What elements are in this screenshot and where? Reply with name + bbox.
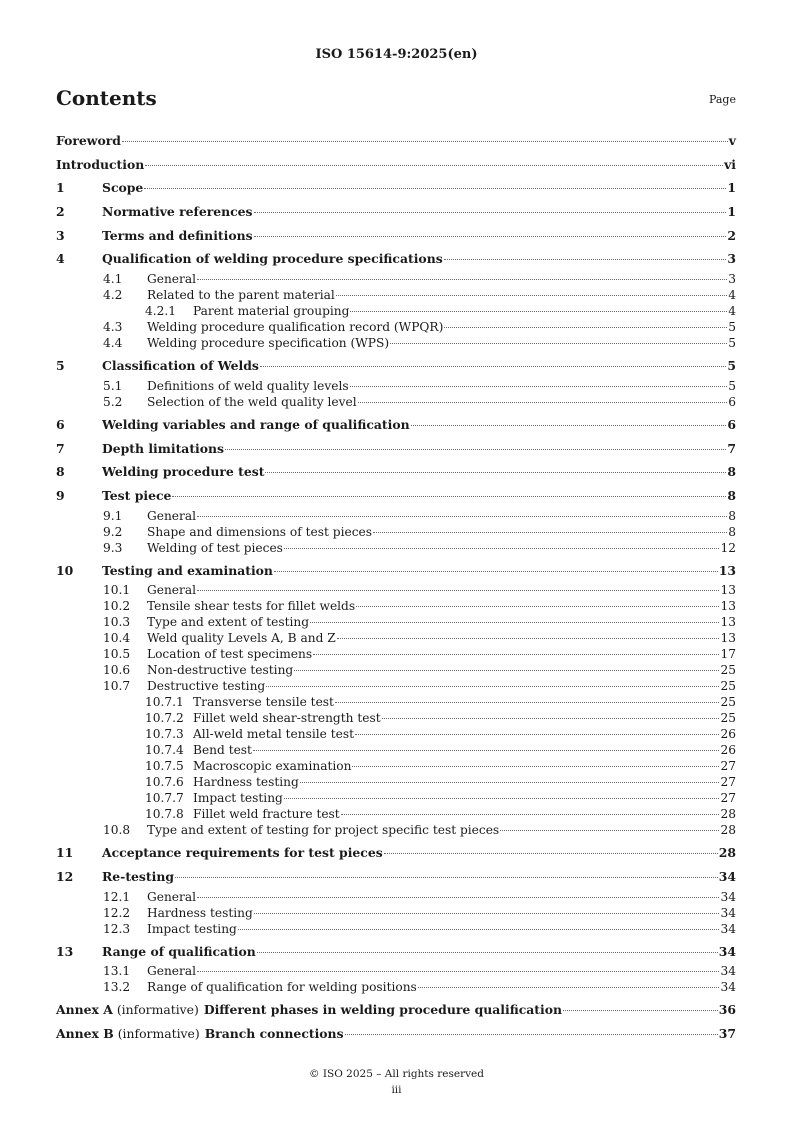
toc-section-number: 5.1 (103, 378, 123, 393)
toc-section-number: 10.4 (103, 631, 131, 646)
toc-section-title: Impact testing (193, 791, 283, 806)
toc-dot-leader (254, 236, 727, 237)
toc-dot-leader (382, 718, 720, 719)
toc-page-number: 34 (718, 943, 736, 959)
toc-entry[interactable] (56, 271, 736, 287)
toc-section-title: Destructive testing (147, 679, 266, 694)
toc-section-number: 13.1 (103, 964, 131, 979)
toc-page-number: 8 (727, 487, 736, 503)
toc-section-number: 9.2 (103, 524, 123, 539)
toc-section-title: Weld quality Levels A, B and Z (147, 631, 336, 646)
toc-dot-leader (144, 188, 726, 189)
toc-section-number: 4 (56, 251, 65, 267)
toc-dot-leader (335, 702, 720, 703)
toc-section-number: 10.2 (103, 599, 131, 614)
toc-section-title: Different phases in welding procedure qualification (203, 1002, 562, 1018)
toc-section-number: 9.3 (103, 540, 123, 555)
toc-dot-leader (266, 686, 719, 687)
toc-page-number: 13 (718, 562, 736, 578)
toc-dot-leader (356, 606, 719, 607)
toc-entry[interactable] (56, 614, 736, 630)
toc-page-number: 5 (728, 320, 736, 335)
toc-page-number: 12 (720, 540, 736, 555)
toc-section-title: Acceptance requirements for test pieces (102, 845, 383, 861)
toc-section-title: Scope (102, 180, 144, 196)
toc-dot-leader (300, 782, 720, 783)
toc-section-title: Macroscopic examination (193, 759, 352, 774)
toc-page-number: 36 (718, 1002, 736, 1018)
toc-page-number: 13 (720, 631, 736, 646)
toc-page-number: 25 (720, 663, 736, 678)
toc-entry[interactable] (56, 758, 736, 774)
toc-page-number: 8 (727, 464, 736, 480)
toc-section-number: 12.2 (103, 905, 131, 920)
toc-entry[interactable] (56, 224, 736, 248)
toc-page-number: 8 (728, 524, 736, 539)
toc-dot-leader (260, 366, 726, 367)
toc-entry[interactable] (56, 540, 736, 556)
toc-section-title: General (147, 272, 196, 287)
toc-section-number: 9.1 (103, 508, 123, 523)
toc-page-number: 5 (728, 378, 736, 393)
toc-entry[interactable] (56, 287, 736, 303)
toc-page-number: 34 (718, 868, 736, 884)
toc-page-number: 13 (720, 599, 736, 614)
toc-dot-leader (197, 279, 727, 280)
toc-section-number: 10.7.3 (145, 727, 184, 742)
toc-section-title: Type and extent of testing (147, 615, 310, 630)
toc-dot-leader (197, 516, 727, 517)
toc-page-number: 27 (720, 775, 736, 790)
toc-dot-leader (358, 402, 728, 403)
toc-page-number: v (728, 133, 736, 148)
toc-entry[interactable] (56, 129, 736, 153)
toc-entry[interactable] (56, 484, 736, 508)
toc-dot-leader (265, 472, 726, 473)
toc-entry[interactable] (56, 774, 736, 790)
toc-section-number: 5 (56, 358, 65, 374)
toc-section-title: Testing and examination (102, 562, 273, 578)
toc-dot-leader (284, 548, 720, 549)
toc-dot-leader (172, 496, 726, 497)
toc-entry[interactable] (56, 413, 736, 437)
toc-entry[interactable] (56, 524, 736, 540)
toc-page-number: 1 (727, 180, 736, 196)
toc-dot-leader (254, 212, 727, 213)
toc-section-number: 3 (56, 227, 65, 243)
toc-entry[interactable] (56, 841, 736, 865)
toc-section-title: Welding procedure test (102, 464, 265, 480)
toc-section-title: Introduction (56, 156, 145, 172)
toc-annex-tag: (informative) (116, 1002, 199, 1018)
toc-entry[interactable] (56, 742, 736, 758)
toc-entry[interactable] (56, 508, 736, 524)
toc-section-number: 10.6 (103, 663, 131, 678)
toc-section-number: 13 (56, 943, 74, 959)
toc-section-number: 13.2 (103, 980, 131, 995)
toc-section-title: Classification of Welds (102, 358, 259, 374)
toc-section-title: Welding procedure specification (WPS) (147, 336, 390, 351)
toc-dot-leader (352, 766, 719, 767)
toc-section-title: Hardness testing (193, 775, 299, 790)
toc-entry[interactable] (56, 998, 736, 1022)
toc-entry[interactable] (56, 582, 736, 598)
toc-page-number: 37 (718, 1026, 736, 1041)
toc-page-number: 28 (720, 807, 736, 822)
toc-section-number: 8 (56, 464, 65, 480)
toc-section-number: 10.7.4 (145, 743, 184, 758)
toc-section-title: Tensile shear tests for fillet welds (147, 599, 356, 614)
toc-dot-leader (355, 734, 719, 735)
toc-section-number: 6 (56, 416, 65, 432)
toc-page-number: 4 (728, 304, 736, 319)
toc-dot-leader (197, 590, 719, 591)
toc-entry[interactable] (56, 319, 736, 335)
toc-page-number: 34 (720, 964, 736, 979)
toc-entry[interactable] (56, 354, 736, 378)
toc-page-number: 34 (720, 980, 736, 995)
toc-section-number: 10.5 (103, 647, 131, 662)
toc-entry[interactable] (56, 153, 736, 177)
toc-dot-leader (274, 571, 718, 572)
page-column-label: Page (708, 93, 736, 106)
toc-page-number: 13 (720, 615, 736, 630)
toc-entry[interactable] (56, 865, 736, 889)
toc-entry[interactable] (56, 394, 736, 410)
toc-entry[interactable] (56, 176, 736, 200)
toc-dot-leader (238, 929, 720, 930)
toc-section-title: Fillet weld shear-strength test (193, 711, 381, 726)
toc-entry[interactable] (56, 710, 736, 726)
toc-page-number: 1 (727, 204, 736, 220)
toc-page-number: 7 (727, 440, 736, 456)
toc-dot-leader (345, 1034, 718, 1035)
copyright-notice: © ISO 2025 – All rights reserved (309, 1068, 484, 1080)
toc-entry[interactable] (56, 378, 736, 394)
toc-entry[interactable] (56, 940, 736, 964)
toc-dot-leader (284, 798, 720, 799)
toc-section-title: Range of qualification for welding positions (147, 980, 417, 995)
toc-section-number: 1 (56, 180, 65, 196)
toc-page-number: 27 (720, 759, 736, 774)
toc-dot-leader (563, 1010, 718, 1011)
toc-section-title: Bend test (193, 743, 252, 758)
toc-section-title: General (147, 964, 196, 979)
toc-section-number: 11 (56, 845, 74, 861)
toc-dot-leader (313, 654, 719, 655)
toc-entry[interactable] (56, 303, 736, 319)
toc-section-title: Impact testing (147, 921, 237, 936)
toc-entry[interactable] (56, 559, 736, 583)
toc-section-title: General (147, 583, 196, 598)
toc-section-title: Re-testing (102, 868, 175, 884)
toc-section-title: Branch connections (204, 1026, 344, 1041)
toc-section-title: Parent material grouping (193, 304, 350, 319)
toc-section-title: Depth limitations (102, 440, 225, 456)
toc-page-number: 26 (720, 727, 736, 742)
toc-page-number: 25 (720, 711, 736, 726)
toc-section-number: 10.1 (103, 583, 131, 598)
toc-section-number: 10 (56, 562, 74, 578)
toc-dot-leader (500, 830, 719, 831)
table-of-contents (56, 129, 736, 1046)
toc-dot-leader (418, 987, 720, 988)
toc-entry[interactable] (56, 694, 736, 710)
toc-section-number: 10.7.8 (145, 807, 184, 822)
toc-section-number: 9 (56, 487, 65, 503)
toc-entry[interactable] (56, 678, 736, 694)
toc-section-title: Type and extent of testing for project specific test pieces (147, 823, 500, 838)
toc-entry[interactable] (56, 806, 736, 822)
toc-dot-leader (336, 295, 727, 296)
toc-section-title: All-weld metal tensile test (193, 727, 354, 742)
toc-entry[interactable] (56, 200, 736, 224)
toc-page-number: 26 (720, 743, 736, 758)
page-number: iii (391, 1084, 402, 1096)
toc-annex-number: Annex B (56, 1026, 114, 1041)
toc-section-number: 4.4 (103, 336, 123, 351)
toc-entry[interactable] (56, 905, 736, 921)
toc-page-number: 17 (720, 647, 736, 662)
toc-dot-leader (225, 449, 726, 450)
toc-dot-leader (373, 532, 727, 533)
toc-section-number: 12.1 (103, 889, 131, 904)
toc-page-number: 25 (720, 679, 736, 694)
toc-entry[interactable] (56, 979, 736, 995)
toc-section-title: Fillet weld fracture test (193, 807, 340, 822)
toc-dot-leader (197, 897, 719, 898)
toc-section-title: Test piece (102, 487, 172, 503)
toc-section-title: General (147, 508, 196, 523)
toc-section-title: General (147, 889, 196, 904)
toc-dot-leader (197, 971, 719, 972)
toc-section-number: 4.1 (103, 272, 123, 287)
toc-section-number: 7 (56, 440, 65, 456)
toc-section-number: 10.7.5 (145, 759, 184, 774)
toc-annex-tag: (informative) (117, 1026, 200, 1041)
toc-section-title: Foreword (56, 133, 121, 148)
toc-entry[interactable] (56, 437, 736, 461)
toc-annex-number: Annex A (56, 1002, 113, 1018)
toc-section-number: 4.3 (103, 320, 123, 335)
toc-section-title: Range of qualification (102, 943, 256, 959)
toc-entry[interactable] (56, 790, 736, 806)
toc-page-number: 13 (720, 583, 736, 598)
toc-entry[interactable] (56, 822, 736, 838)
toc-dot-leader (337, 638, 720, 639)
toc-page-number: 6 (727, 416, 736, 432)
toc-dot-leader (384, 853, 718, 854)
toc-entry[interactable] (56, 630, 736, 646)
toc-annex-label (56, 1022, 205, 1046)
toc-section-number: 5.2 (103, 394, 123, 409)
toc-entry[interactable] (56, 921, 736, 937)
toc-section-title: Welding variables and range of qualification (102, 416, 410, 432)
document-header: ISO 15614-9:2025(en) (315, 47, 478, 62)
toc-entry[interactable] (56, 963, 736, 979)
page-footer (0, 1066, 793, 1098)
toc-page-number: 25 (720, 695, 736, 710)
toc-annex-label (56, 998, 204, 1022)
toc-entry[interactable] (56, 646, 736, 662)
toc-page-number: 3 (727, 251, 736, 267)
toc-page-number: 8 (728, 508, 736, 523)
toc-dot-leader (350, 386, 728, 387)
toc-section-title: Welding procedure qualification record (WPQR) (147, 320, 444, 335)
toc-page-number: 4 (728, 288, 736, 303)
toc-section-number: 10.7.2 (145, 711, 184, 726)
toc-entry[interactable] (56, 662, 736, 678)
toc-page-number: 5 (727, 358, 736, 374)
toc-section-number: 10.7.1 (145, 695, 184, 710)
toc-section-title: Related to the parent material (147, 288, 335, 303)
toc-dot-leader (444, 327, 727, 328)
toc-section-title: Hardness testing (147, 905, 253, 920)
toc-entry[interactable] (56, 889, 736, 905)
toc-section-title: Welding of test pieces (147, 540, 283, 555)
toc-section-title: Qualification of welding procedure specifications (102, 251, 443, 267)
toc-dot-leader (390, 343, 727, 344)
toc-page-number: 28 (718, 845, 736, 861)
toc-entry[interactable] (56, 1022, 736, 1046)
toc-entry[interactable] (56, 247, 736, 271)
toc-page-number: vi (724, 156, 736, 172)
toc-section-title: Non-destructive testing (147, 663, 294, 678)
toc-entry[interactable] (56, 598, 736, 614)
toc-section-number: 10.3 (103, 615, 131, 630)
toc-entry[interactable] (56, 726, 736, 742)
toc-page-number: 2 (727, 227, 736, 243)
contents-heading: Contents (56, 86, 157, 110)
toc-section-number: 2 (56, 204, 65, 220)
toc-section-number: 10.7 (103, 679, 131, 694)
toc-section-number: 12.3 (103, 921, 131, 936)
toc-section-title: Terms and definitions (102, 227, 253, 243)
toc-section-number: 10.8 (103, 823, 131, 838)
toc-dot-leader (145, 165, 723, 166)
toc-dot-leader (411, 425, 727, 426)
toc-section-title: Location of test specimens (147, 647, 313, 662)
toc-dot-leader (253, 750, 720, 751)
toc-page-number: 34 (720, 905, 736, 920)
toc-dot-leader (254, 913, 720, 914)
toc-section-number: 10.7.6 (145, 775, 184, 790)
toc-section-number: 4.2 (103, 288, 123, 303)
toc-page-number: 34 (720, 921, 736, 936)
toc-section-title: Selection of the weld quality level (147, 394, 357, 409)
toc-page-number: 28 (720, 823, 736, 838)
toc-section-number: 4.2.1 (145, 304, 177, 319)
toc-section-title: Shape and dimensions of test pieces (147, 524, 372, 539)
toc-dot-leader (175, 877, 718, 878)
toc-section-number: 12 (56, 868, 74, 884)
toc-page-number: 6 (728, 394, 736, 409)
toc-page-number: 3 (728, 272, 736, 287)
toc-dot-leader (350, 311, 727, 312)
toc-entry[interactable] (56, 335, 736, 351)
toc-dot-leader (310, 622, 719, 623)
toc-section-title: Definitions of weld quality levels (147, 378, 349, 393)
toc-dot-leader (122, 141, 728, 142)
toc-page-number: 34 (720, 889, 736, 904)
toc-page-number: 27 (720, 791, 736, 806)
toc-section-number: 10.7.7 (145, 791, 184, 806)
toc-section-title: Transverse tensile test (193, 695, 334, 710)
toc-dot-leader (294, 670, 719, 671)
toc-dot-leader (257, 952, 718, 953)
toc-entry[interactable] (56, 460, 736, 484)
toc-page-number: 5 (728, 336, 736, 351)
toc-dot-leader (444, 259, 727, 260)
toc-section-title: Normative references (102, 204, 253, 220)
toc-dot-leader (341, 814, 720, 815)
